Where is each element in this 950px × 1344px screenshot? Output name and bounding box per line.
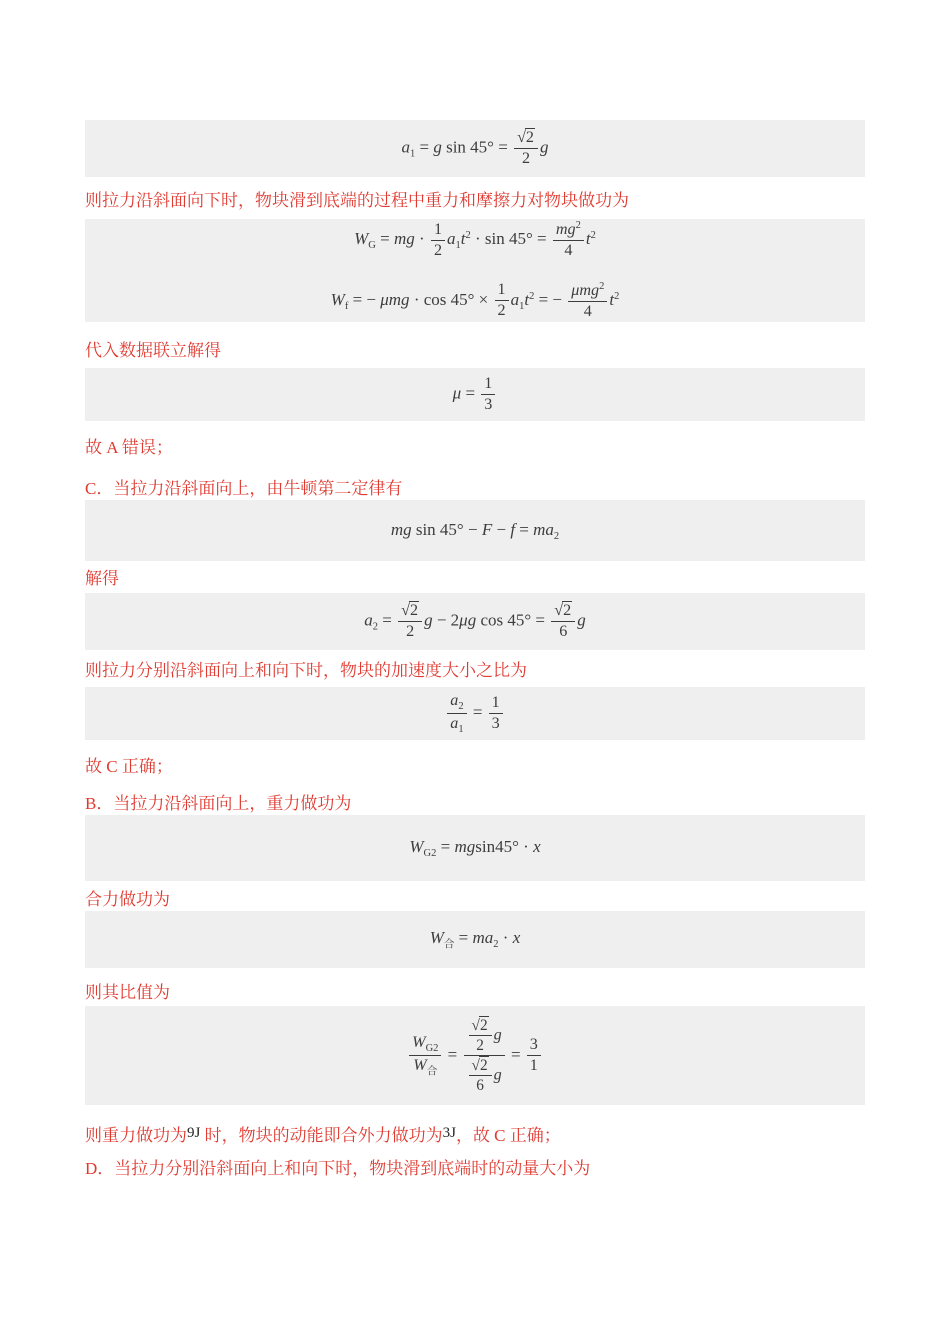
formula-mu-value: μ = $\frac{1}{3}$	[453, 374, 498, 415]
solution-text-net-force-work: 合力做功为	[85, 890, 170, 909]
formula-block-work-gravity-friction	[85, 219, 865, 322]
solution-text-energy-conclusion	[85, 1122, 885, 1147]
formula-block-mu	[85, 368, 865, 421]
formula-block-gravity-work	[85, 815, 865, 881]
formula-acceleration-ratio: $\frac{a_2}{a_1}$ = $\frac{1}{3}$	[445, 691, 505, 736]
formula-acceleration-a2: $a_2$ = $\frac{√2}{2}$ g − 2μg cos 45° = $\frac{√2}{6}$ g	[364, 601, 585, 642]
formula-work-ratio: $\frac{W_{G2}}{W_合}$ = $\frac{√2}{2}$ g $\frac{√2}{6}$ g = $\frac{3}{1}$	[407, 1016, 543, 1096]
work-value-9j: 9J	[187, 1125, 201, 1141]
formula-block-newton-second-law	[85, 500, 865, 561]
formula-block-acceleration-ratio	[85, 687, 865, 740]
formula-net-force-work: $W_合 = ma_2 \cdot x$	[429, 928, 521, 950]
work-value-3j: 3J	[442, 1125, 456, 1141]
solution-text-option-c-newton: C．当拉力沿斜面向上，由牛顿第二定律有	[85, 479, 403, 498]
formula-acceleration-a1: $a_1 = g$ sin 45° = $\frac{√2}{2}$ g	[401, 128, 548, 169]
solution-text-option-d-momentum: D．当拉力分别沿斜面向上和向下时，物块滑到底端时的动量大小为	[85, 1159, 591, 1178]
formula-work-friction: $W_f$ = − μmg · cos 45° × $\frac{1}{2}$ $a_1t^2$ = − $\frac{\mu mg^2}{4}$ $t^2$	[331, 280, 620, 322]
formula-work-gravity: $W_G$ = mg · $\frac{1}{2}$ $a_1t^2 \cdot \sin 45^\circ$ = $\frac{mg^2}{4}$ $t^2$	[354, 219, 596, 261]
energy-text-part3: ，故 C 正确；	[455, 1126, 561, 1145]
formula-gravity-work: $W_{G2} = mgsin45^\circ \cdot x$	[409, 837, 541, 859]
solution-text-ratio: 则其比值为	[85, 983, 170, 1002]
formula-block-a2	[85, 593, 865, 650]
solution-text-option-a-wrong: 故 A 错误；	[85, 438, 173, 457]
formula-block-a1	[85, 120, 865, 177]
solution-text-acceleration-ratio: 则拉力分别沿斜面向上和向下时，物块的加速度大小之比为	[85, 661, 527, 680]
formula-newton-second-law: mg $\sin 45^\circ - F - f = ma_2$	[390, 519, 560, 542]
solution-text-substitute-data: 代入数据联立解得	[85, 341, 221, 360]
energy-text-part1: 则重力做功为	[85, 1126, 187, 1145]
solution-text-solve: 解得	[85, 569, 119, 588]
energy-text-part2: 时，物块的动能即合外力做功为	[200, 1126, 443, 1145]
solution-text-pull-down-work: 则拉力沿斜面向下时，物块滑到底端的过程中重力和摩擦力对物块做功为	[85, 191, 629, 210]
solution-text-option-c-correct: 故 C 正确；	[85, 757, 173, 776]
formula-block-work-ratio	[85, 1006, 865, 1105]
solution-text-option-b-gravity-work: B．当拉力沿斜面向上，重力做功为	[85, 794, 352, 813]
formula-block-net-force-work	[85, 911, 865, 968]
